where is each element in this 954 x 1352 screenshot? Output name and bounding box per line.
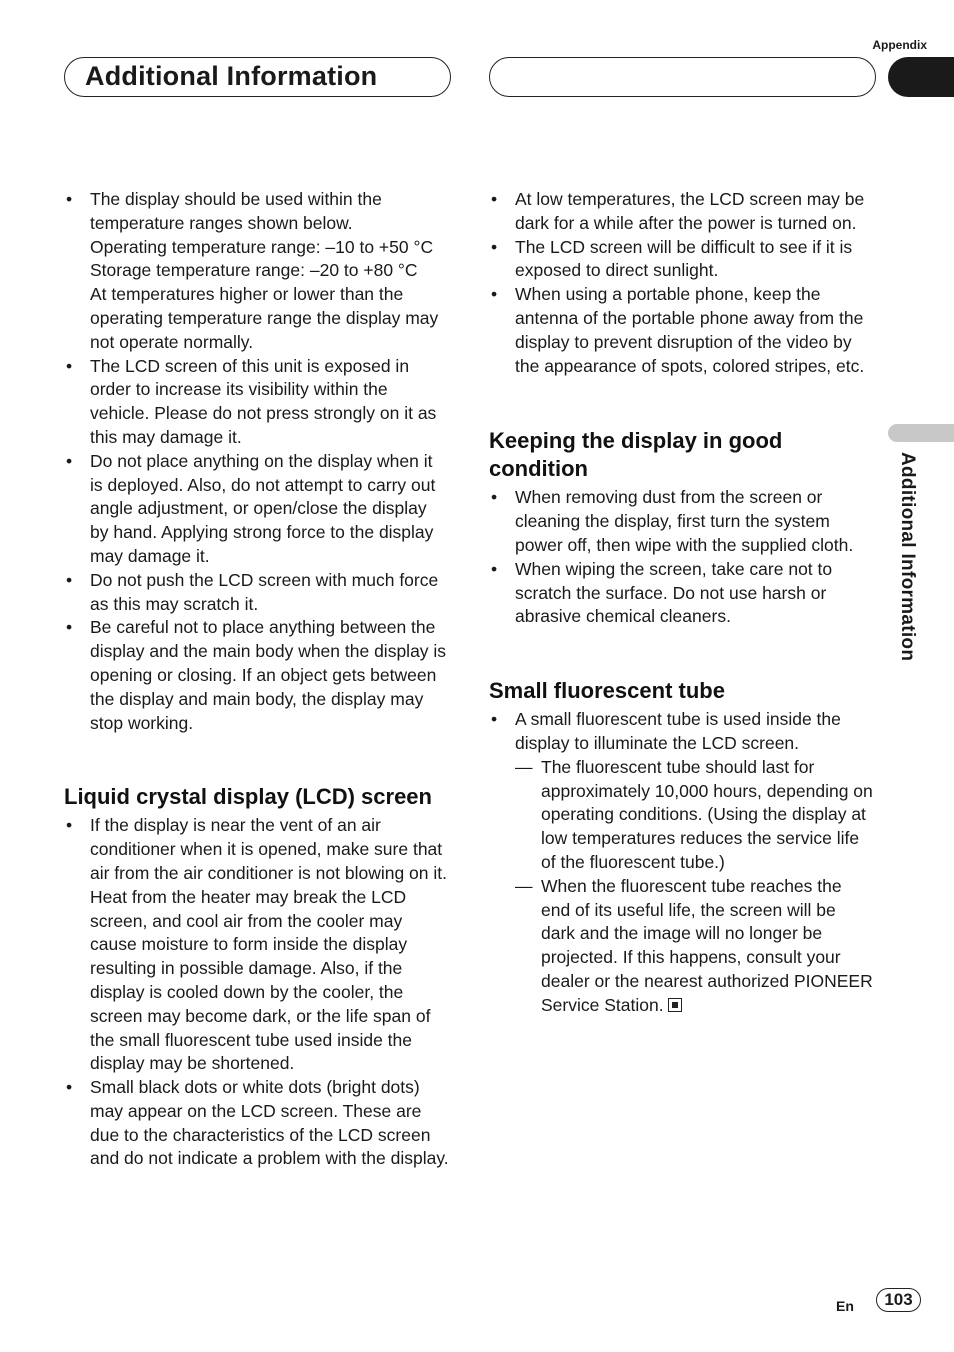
header-right-box: [489, 57, 876, 97]
right-column: [489, 188, 874, 1018]
list-item-text: At temperatures higher or lower than the operating temperature range the display may not operate normally.: [90, 284, 439, 352]
list-item: [64, 355, 449, 450]
side-index-tab: [888, 424, 954, 442]
list-item: [489, 558, 874, 629]
list-item-text: The LCD screen will be difficult to see if it is exposed to direct sunlight.: [515, 236, 853, 281]
header-title-box: [64, 57, 451, 97]
keeping-list: [489, 486, 874, 629]
list-item-text: Small black dots or white dots (bright dots) may appear on the LCD screen. These are due to the characteristics of the LCD screen and do not indicate a problem with the display.: [90, 1077, 449, 1169]
list-item-text: • The display should be used within the temperature ranges shown below.: [90, 189, 382, 233]
appendix-label: Appendix: [872, 38, 927, 52]
list-item: [64, 1076, 449, 1171]
page-title: Additional Information: [85, 61, 378, 91]
list-item-text: The LCD screen of this unit is exposed in order to increase its visibility within the vehicle. Please do not press strongly on it as this may damage it.: [90, 355, 437, 447]
section-heading-lcd: Liquid crystal display (LCD) screen: [64, 784, 432, 810]
list-item: [64, 616, 449, 735]
display-notes-list: [489, 188, 874, 378]
list-item-text: Do not place anything on the display when it is deployed. Also, do not attempt to carry out angle adjustment, or open/close the display by hand. Applying strong force to the display may damage it.: [90, 450, 436, 566]
storage-temperature-text: Storage temperature range: –20 to +80 °C: [90, 260, 418, 281]
list-item: [489, 486, 874, 557]
general-cautions-list: [64, 188, 449, 735]
operating-temperature-text: Operating temperature range: –10 to +50 °C: [90, 236, 434, 257]
fluorescent-tube-list: [489, 708, 874, 1017]
list-item: [489, 236, 874, 284]
dash-item-text: The fluorescent tube should last for approximately 10,000 hours, depending on operating conditions. (Using the display at low temperatures reduces the service life of the fluorescent tube.): [541, 756, 873, 872]
list-item-text: Do not push the LCD screen with much force as this may scratch it.: [90, 569, 439, 614]
left-column: [64, 188, 449, 1171]
page-number: 103: [876, 1288, 921, 1312]
section-heading-fluorescent-tube: Small fluorescent tube: [489, 678, 725, 704]
list-item-text: At low temperatures, the LCD screen may be dark for a while after the power is turned on.: [515, 189, 865, 233]
list-item: [64, 814, 449, 1076]
list-item: [489, 283, 874, 378]
lcd-list: [64, 814, 449, 1171]
list-item: [489, 188, 874, 236]
list-item-text: Be careful not to place anything between the display and the main body when the display is opening or closing. If an object gets between the display and main body, the display may stop working.: [90, 617, 447, 733]
list-item: [489, 708, 874, 1017]
section-tab: [888, 57, 954, 97]
list-item-text: • A small fluorescent tube is used inside the display to illuminate the LCD screen.: [515, 709, 841, 753]
side-section-label: Additional Information: [897, 452, 918, 662]
list-item-text: When removing dust from the screen or cleaning the display, first turn the system power off, then wipe with the supplied cloth.: [515, 487, 854, 555]
list-item-text: When using a portable phone, keep the antenna of the portable phone away from the display to prevent disruption of the video by the appearance of spots, colored stripes, etc.: [515, 284, 865, 376]
end-of-section-icon: [668, 998, 682, 1012]
section-heading-keeping: Keeping the display in good condition: [489, 428, 783, 482]
list-item: [64, 450, 449, 569]
dash-item: [515, 756, 874, 875]
list-item: [64, 569, 449, 617]
list-item: [64, 188, 449, 355]
list-item-text: If the display is near the vent of an air conditioner when it is opened, make sure that air from the air conditioner is not blowing on it. Heat from the heater may break the LCD screen, and cool air from the cooler may cause moisture to form inside the display resulting in possible damage. Also, if the display is cooled down by the cooler, the screen may become dark, or the life span of the small fluorescent tube used inside the display may be shortened.: [90, 815, 447, 1074]
dash-item: [515, 875, 874, 1018]
language-label: En: [836, 1298, 854, 1314]
list-item-text: When wiping the screen, take care not to scratch the surface. Do not use harsh or abrasive chemical cleaners.: [515, 558, 833, 627]
dash-item-text: When the fluorescent tube reaches the end of its useful life, the screen will be dark and the image will no longer be projected. If this happens, consult your dealer or the nearest authorized PIONEER Service Station.: [541, 875, 873, 1015]
